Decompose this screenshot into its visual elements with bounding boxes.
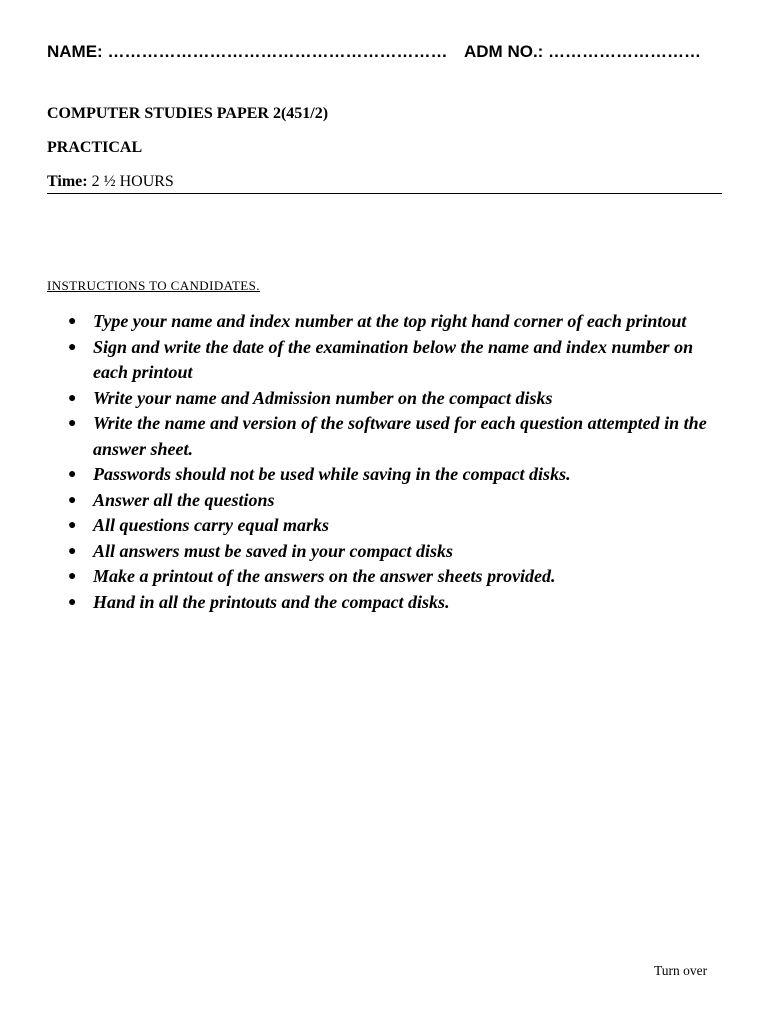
instruction-item	[68, 411, 718, 462]
instruction-text: Write your name and Admission number on the compact disks	[93, 387, 553, 408]
bullet-icon: ●	[68, 594, 77, 610]
instructions-heading: INSTRUCTIONS TO CANDIDATES.	[47, 278, 260, 293]
bullet-icon: ●	[68, 543, 77, 559]
bullet-icon: ●	[68, 314, 77, 329]
time-label: Time:	[47, 173, 88, 190]
bullet-icon: ●	[68, 492, 77, 508]
instruction-item	[68, 488, 718, 514]
instruction-text: Hand in all the printouts and the compact disks.	[93, 591, 450, 612]
adm-no-field: ADM NO.: ………………………	[464, 42, 702, 61]
instruction-text: Make a printout of the answers on the answer sheets provided.	[93, 566, 556, 586]
instruction-text: Passwords should not be used while saving in the compact disks.	[93, 464, 571, 484]
paper-type: PRACTICAL	[47, 139, 143, 156]
time-value: 2 ½ HOURS	[87, 173, 174, 190]
instruction-item	[68, 513, 718, 539]
candidate-header	[47, 42, 727, 72]
instruction-text: All answers must be saved in your compact disks	[93, 540, 454, 561]
turn-over-note: Turn over	[654, 963, 708, 978]
instructions-list	[68, 309, 718, 615]
bullet-icon: ●	[68, 390, 77, 406]
instruction-item	[68, 309, 718, 335]
instruction-item	[68, 335, 718, 386]
instruction-text: Answer all the questions	[93, 489, 275, 510]
instruction-item	[68, 386, 718, 412]
name-field: NAME: ……………………………………………………	[47, 42, 448, 61]
instruction-item	[68, 462, 718, 488]
instruction-item	[68, 539, 718, 565]
exam-title-block	[47, 103, 722, 194]
bullet-icon: ●	[68, 467, 77, 482]
paper-title: COMPUTER STUDIES PAPER 2(451/2)	[47, 105, 329, 122]
instruction-text: Write the name and version of the software used for each question attempted in the answer sheet.	[93, 413, 707, 459]
bullet-icon: ●	[68, 339, 77, 355]
instruction-item	[68, 590, 718, 616]
instruction-text: Sign and write the date of the examination below the name and index number on each printout	[93, 336, 694, 382]
bullet-icon: ●	[68, 569, 77, 584]
instruction-item	[68, 564, 718, 590]
instruction-text: All questions carry equal marks	[93, 515, 330, 535]
bullet-icon: ●	[68, 416, 77, 431]
time-allowed	[47, 171, 722, 194]
bullet-icon: ●	[68, 518, 77, 533]
instruction-text: Type your name and index number at the top right hand corner of each printout	[93, 311, 687, 331]
